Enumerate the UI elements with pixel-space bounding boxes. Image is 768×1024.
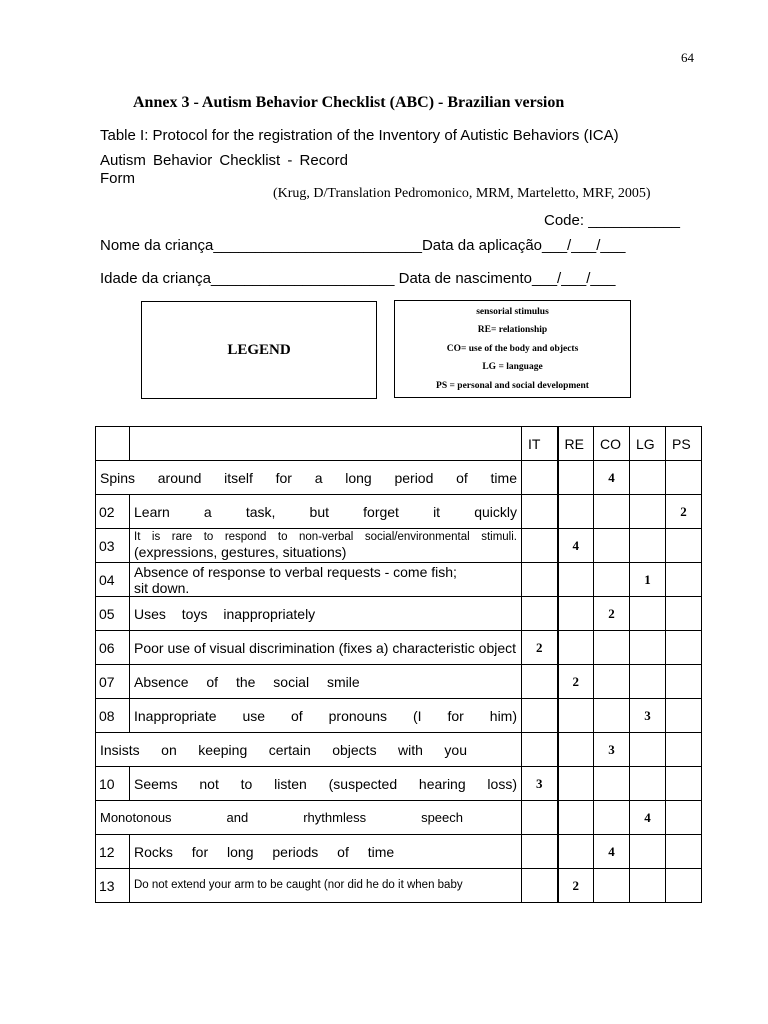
score-co	[594, 869, 630, 903]
table-row	[96, 869, 702, 903]
score-it	[522, 461, 558, 495]
score-it	[522, 835, 558, 869]
legend-title: LEGEND	[227, 341, 291, 358]
form-title: Autism Behavior Checklist - Record Form	[100, 152, 348, 187]
table-caption: Table I: Protocol for the registration of the Inventory of Autistic Behaviors (ICA)	[100, 127, 619, 144]
score-co: 4	[594, 835, 630, 869]
header-description-cell	[130, 427, 522, 461]
legend-code: sensorial stimulus	[476, 307, 549, 317]
score-lg	[630, 495, 666, 529]
item-description-line2: (expressions, gestures, situations)	[134, 544, 347, 560]
header-number-cell	[96, 427, 130, 461]
score-ps	[666, 529, 702, 563]
score-co: 2	[594, 597, 630, 631]
score-lg: 3	[630, 699, 666, 733]
score-it	[522, 563, 558, 597]
item-description-line1: It is rare to respond to non-verbal social/environmental stimuli.	[134, 531, 517, 543]
score-it	[522, 801, 558, 835]
score-re	[558, 631, 594, 665]
score-ps	[666, 767, 702, 801]
table-row	[96, 733, 702, 767]
item-description: Absence of response to verbal requests - come fish; sit down.	[130, 563, 522, 597]
page-number: 64	[681, 50, 694, 65]
header-co: CO	[594, 427, 630, 461]
score-co	[594, 767, 630, 801]
score-re	[558, 835, 594, 869]
score-re	[558, 801, 594, 835]
score-ps	[666, 631, 702, 665]
score-it	[522, 699, 558, 733]
item-number: 05	[96, 597, 130, 631]
score-it: 3	[522, 767, 558, 801]
header-lg: LG	[630, 427, 666, 461]
table-row	[96, 597, 702, 631]
score-co	[594, 665, 630, 699]
child-name-field: Nome da criança_________________________Data da aplicação___/___/___	[100, 237, 626, 254]
score-co	[594, 801, 630, 835]
table-row	[96, 699, 702, 733]
header-it: IT	[522, 427, 558, 461]
item-number: 13	[96, 869, 130, 903]
score-co	[594, 529, 630, 563]
table-header-row	[96, 427, 702, 461]
item-description: Seems not to listen (suspected hearing loss)	[130, 767, 522, 801]
score-lg	[630, 631, 666, 665]
child-age-field: Idade da criança______________________ Data de nascimento___/___/___	[100, 270, 616, 287]
score-co	[594, 495, 630, 529]
score-it	[522, 869, 558, 903]
item-description: Uses toys inappropriately	[130, 597, 522, 631]
table-row	[96, 461, 702, 495]
score-it	[522, 665, 558, 699]
header-ps: PS	[666, 427, 702, 461]
item-description: Spins around itself for a long period of time	[96, 461, 522, 495]
score-re	[558, 461, 594, 495]
item-description: Absence of the social smile	[130, 665, 522, 699]
table-row	[96, 631, 702, 665]
item-description: Insists on keeping certain objects with you	[96, 733, 522, 767]
item-number: 06	[96, 631, 130, 665]
score-lg	[630, 869, 666, 903]
item-number: 10	[96, 767, 130, 801]
score-co: 3	[594, 733, 630, 767]
legend-box	[141, 301, 377, 399]
score-re	[558, 597, 594, 631]
score-lg: 4	[630, 801, 666, 835]
score-ps	[666, 699, 702, 733]
score-lg	[630, 835, 666, 869]
annex-title: Annex 3 - Autism Behavior Checklist (ABC) - Brazilian version	[133, 94, 565, 111]
score-re: 2	[558, 869, 594, 903]
score-co	[594, 563, 630, 597]
citation: (Krug, D/Translation Pedromonico, MRM, Marteletto, MRF, 2005)	[273, 186, 651, 201]
score-lg	[630, 665, 666, 699]
score-lg	[630, 767, 666, 801]
score-ps	[666, 665, 702, 699]
score-re	[558, 699, 594, 733]
item-description: Do not extend your arm to be caught (nor did he do it when baby	[130, 869, 522, 903]
score-lg	[630, 733, 666, 767]
table-row	[96, 529, 702, 563]
score-ps	[666, 801, 702, 835]
score-ps	[666, 869, 702, 903]
score-co: 4	[594, 461, 630, 495]
score-ps: 2	[666, 495, 702, 529]
item-description: Inappropriate use of pronouns (I for him)	[130, 699, 522, 733]
score-lg	[630, 461, 666, 495]
score-ps	[666, 563, 702, 597]
table-row	[96, 665, 702, 699]
table-row	[96, 563, 702, 597]
score-ps	[666, 835, 702, 869]
item-number: 03	[96, 529, 130, 563]
table-row	[96, 495, 702, 529]
legend-code: LG = language	[482, 362, 543, 373]
item-description: Monotonous and rhythmless speech	[96, 801, 522, 835]
item-description: Rocks for long periods of time	[130, 835, 522, 869]
score-it	[522, 597, 558, 631]
table-row	[96, 767, 702, 801]
table-row	[96, 801, 702, 835]
score-lg	[630, 597, 666, 631]
item-description: Learn a task, but forget it quickly	[130, 495, 522, 529]
score-ps	[666, 461, 702, 495]
score-it	[522, 733, 558, 767]
score-ps	[666, 733, 702, 767]
score-re	[558, 563, 594, 597]
code-field: Code: ___________	[544, 212, 680, 229]
legend-code: PS = personal and social development	[436, 380, 589, 391]
score-ps	[666, 597, 702, 631]
item-description: Poor use of visual discrimination (fixes a) characteristic object	[130, 631, 522, 665]
score-re: 4	[558, 529, 594, 563]
score-re: 2	[558, 665, 594, 699]
score-re	[558, 733, 594, 767]
item-number: 07	[96, 665, 130, 699]
score-it	[522, 529, 558, 563]
score-lg: 1	[630, 563, 666, 597]
item-number: 02	[96, 495, 130, 529]
score-co	[594, 631, 630, 665]
legend-codes	[394, 300, 631, 398]
legend-code: CO= use of the body and objects	[446, 343, 579, 354]
score-lg	[630, 529, 666, 563]
abc-checklist-table	[95, 426, 702, 903]
item-number: 12	[96, 835, 130, 869]
legend-code: RE= relationship	[477, 325, 548, 336]
score-re	[558, 495, 594, 529]
item-number: 08	[96, 699, 130, 733]
item-description	[130, 529, 522, 563]
item-number: 04	[96, 563, 130, 597]
table-row	[96, 835, 702, 869]
score-it	[522, 495, 558, 529]
score-co	[594, 699, 630, 733]
score-it: 2	[522, 631, 558, 665]
score-re	[558, 767, 594, 801]
header-re: RE	[558, 427, 594, 461]
